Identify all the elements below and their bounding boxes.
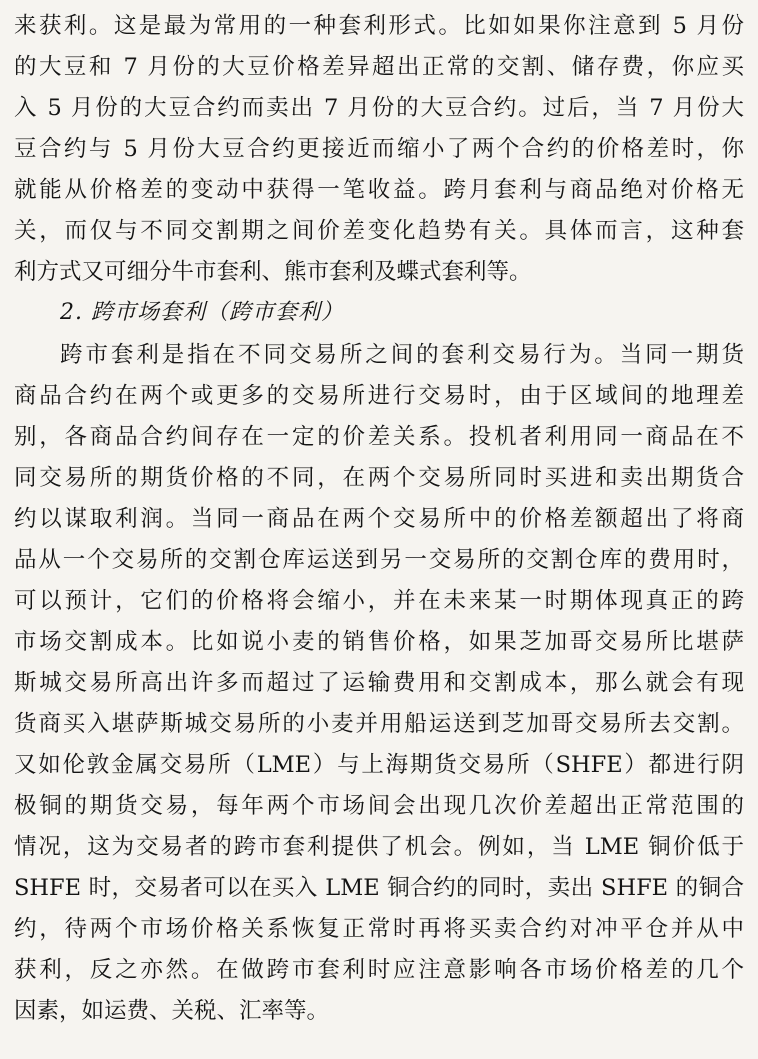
- paragraph1-line-4: 豆合约与 5 月份大豆合约更接近而缩小了两个合约的价格差时，你: [14, 136, 744, 162]
- paragraph2-line-6: 品从一个交易所的交割仓库运送到另一交易所的交割仓库的费用时，: [14, 547, 744, 573]
- paragraph1-line-6: 关，而仅与不同交割期之间价差变化趋势有关。具体而言，这种套: [14, 218, 744, 244]
- paragraph2-line-2: 商品合约在两个或更多的交易所进行交易时，由于区域间的地理差: [14, 383, 744, 409]
- paragraph2-line-4: 同交易所的期货价格的不同，在两个交易所同时买进和卖出期货合: [14, 465, 744, 491]
- paragraph2-line-13: 情况，这为交易者的跨市套利提供了机会。例如，当 LME 铜价低于: [14, 834, 744, 860]
- paragraph2-line-11: 又如伦敦金属交易所（LME）与上海期货交易所（SHFE）都进行阴: [14, 752, 744, 778]
- paragraph2-line-17: 因素，如运费、关税、汇率等。: [14, 998, 330, 1024]
- paragraph1-line-2: 的大豆和 7 月份的大豆价格差异超出正常的交割、储存费，你应买: [14, 54, 744, 80]
- paragraph2-line-8: 市场交割成本。比如说小麦的销售价格，如果芝加哥交易所比堪萨: [14, 629, 744, 655]
- paragraph2-line-12: 极铜的期货交易，每年两个市场间会出现几次价差超出正常范围的: [14, 793, 744, 819]
- paragraph2-line-5: 约以谋取利润。当同一商品在两个交易所中的价格差额超出了将商: [14, 506, 744, 532]
- paragraph2-line-15: 约，待两个市场价格关系恢复正常时再将买卖合约对冲平仓并从中: [14, 916, 744, 942]
- paragraph1-line-1: 来获利。这是最为常用的一种套利形式。比如如果你注意到 5 月份: [14, 13, 744, 39]
- paragraph1-line-7: 利方式又可细分牛市套利、熊市套利及蝶式套利等。: [14, 259, 532, 285]
- paragraph2-line-16: 获利，反之亦然。在做跨市套利时应注意影响各市场价格差的几个: [14, 957, 744, 983]
- paragraph1-line-3: 入 5 月份的大豆合约而卖出 7 月份的大豆合约。过后，当 7 月份大: [14, 95, 744, 121]
- paragraph2-line-10: 货商买入堪萨斯城交易所的小麦并用船运送到芝加哥交易所去交割。: [14, 711, 744, 737]
- paragraph2-line-3: 别，各商品合约间存在一定的价差关系。投机者利用同一商品在不: [14, 424, 744, 450]
- paragraph1-line-5: 就能从价格差的变动中获得一笔收益。跨月套利与商品绝对价格无: [14, 177, 744, 203]
- paragraph2-line-9: 斯城交易所高出许多而超过了运输费用和交割成本，那么就会有现: [14, 670, 744, 696]
- paragraph2-line-14: SHFE 时，交易者可以在买入 LME 铜合约的同时，卖出 SHFE 的铜合: [14, 875, 744, 901]
- paragraph2-line-1: 跨市套利是指在不同交易所之间的套利交易行为。当同一期货: [60, 342, 744, 368]
- section-heading: 2. 跨市场套利（跨市套利）: [60, 300, 344, 325]
- paragraph2-line-7: 可以预计，它们的价格将会缩小，并在未来某一时期体现真正的跨: [14, 588, 744, 614]
